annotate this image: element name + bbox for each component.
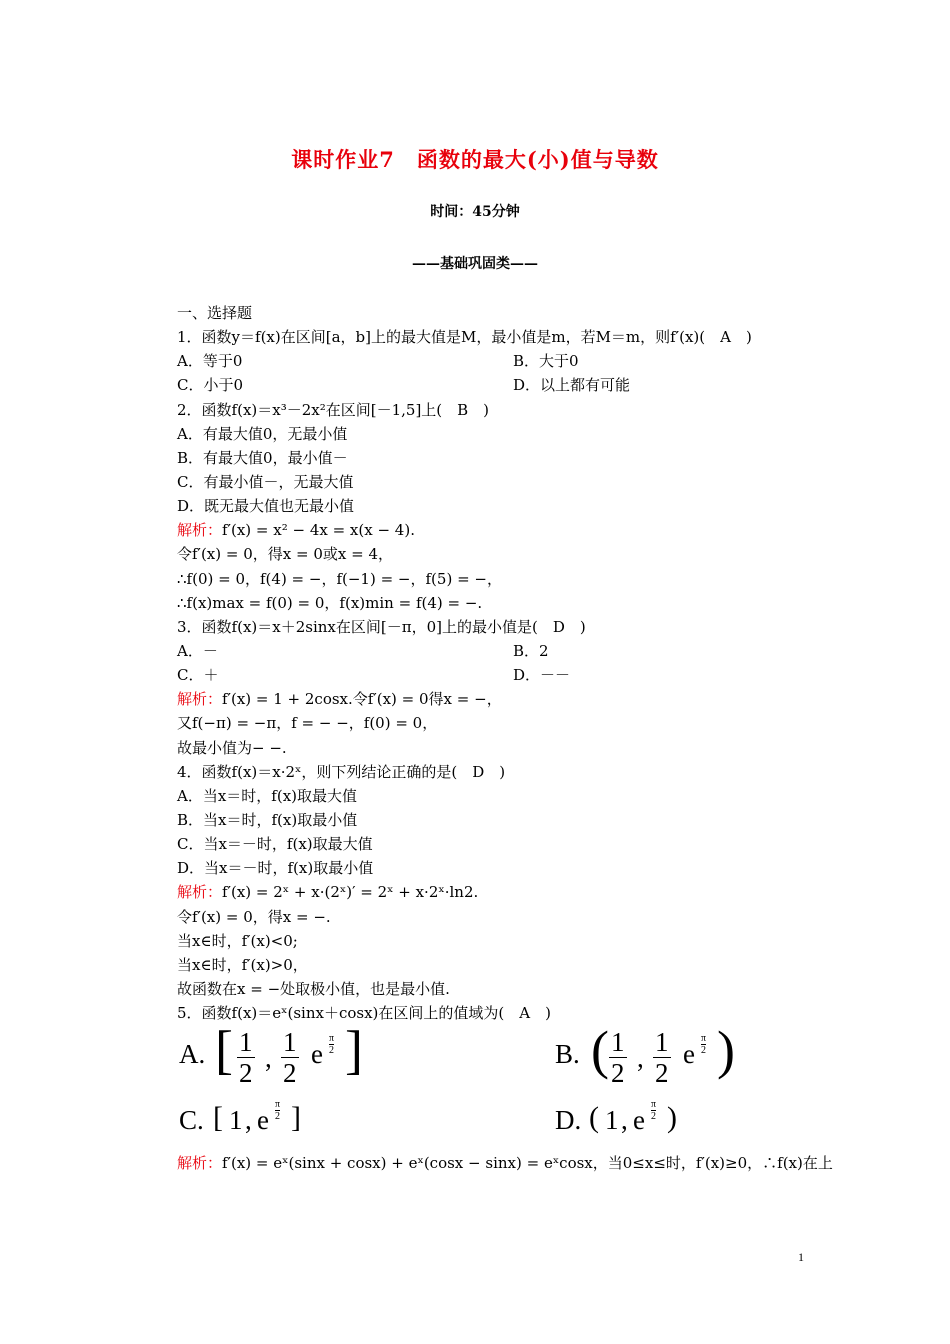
- q5-option-c-label: C.: [179, 1105, 204, 1136]
- q5-analysis-1: [177, 1151, 833, 1175]
- q2-option-c: C．有最小值－，无最大值: [177, 472, 354, 491]
- q4-option-b: B．当x＝时，f(x)取最小值: [177, 810, 358, 829]
- q5-options-row-2: C. [ 1 , e π 2 ] D. ( 1 , e π 2 ): [179, 1099, 677, 1136]
- question-2: 2．函数f(x)＝x³－2x²在区间[－1,5]上( B ): [177, 400, 490, 419]
- analysis-label: 解析：: [177, 690, 223, 709]
- q3-option-d: D．－－: [513, 666, 571, 685]
- q1-option-c: C．小于0: [177, 376, 244, 395]
- q5-b-exp: e: [683, 1039, 695, 1070]
- q5-analysis-text: f′(x) = eˣ(sinx + cosx) + eˣ(cosx − sinx) = eˣcosx，当0≤x≤时，f′(x)≥0，∴f(x)在上: [222, 1154, 833, 1173]
- q5-a-right-bracket: ]: [345, 1020, 363, 1081]
- q5-a-exp: e: [311, 1039, 323, 1070]
- q4-option-c: C．当x＝－时，f(x)取最大值: [177, 835, 373, 854]
- q4-analysis-3: 当x∈时，f′(x)<0;: [177, 931, 298, 950]
- q5-option-d-label: D.: [555, 1105, 582, 1136]
- q1-option-a: A．等于0: [177, 352, 243, 371]
- q3-options-row-1: [177, 639, 817, 663]
- q4-option-a: A．当x＝时，f(x)取最大值: [177, 786, 358, 805]
- q5-b-fraction-2: $\frac{1}{2}$: [655, 1027, 669, 1089]
- q5-b-fraction-1: $\frac{1}{2}$: [611, 1027, 625, 1089]
- q2-option-a: A．有最大值0，无最小值: [177, 424, 348, 443]
- q4-analysis-2: 令f′(x) = 0，得x = −.: [177, 907, 331, 926]
- question-3: 3．函数f(x)＝x＋2sinx在区间[－π，0]上的最小值是( D ): [177, 617, 586, 636]
- q3-option-b: B．2: [513, 641, 549, 660]
- q2-option-b: B．有最大值0，最小值－: [177, 448, 348, 467]
- page-number: 1: [798, 1250, 804, 1264]
- q4-option-d: D．当x＝－时，f(x)取最小值: [177, 859, 374, 878]
- q5-options-row-1: A. [ $\frac{1}{2}$ , $\frac{1}{2}$ e π 2 ] B. ( $\frac{1}{2}$ , $\frac{1}{2}$ e π 2 ): [179, 1020, 735, 1089]
- question-4: 4．函数f(x)＝x·2ˣ，则下列结论正确的是( D ): [177, 762, 506, 781]
- q2-analysis-2: 令f′(x) = 0，得x = 0或x = 4，: [177, 545, 393, 564]
- q3-analysis-3: 故最小值为− −.: [177, 738, 287, 757]
- q3-options-row-2: [177, 663, 817, 687]
- q5-a-left-bracket: [: [215, 1020, 233, 1081]
- q5-option-a-label: A.: [179, 1039, 206, 1070]
- section-heading: ——基础巩固类——: [412, 256, 538, 272]
- q1-options-row-1: [177, 349, 817, 373]
- document-body: [177, 301, 833, 1175]
- q4-analysis-4: 当x∈时，f′(x)>0，: [177, 955, 308, 974]
- q1-option-d: D．以上都有可能: [513, 376, 631, 395]
- q4-analysis-1: [177, 880, 817, 904]
- q5-b-right-paren: ): [717, 1020, 735, 1081]
- time-limit: 时间：45分钟: [430, 204, 520, 220]
- q2-analysis-3: ∴f(0) = 0，f(4) = −，f(−1) = −，f(5) = −，: [177, 569, 502, 588]
- q5-a-fraction-2: $\frac{1}{2}$: [283, 1027, 297, 1089]
- q3-analysis-text: f′(x) = 1 + 2cosx.令f′(x) = 0得x = −，: [222, 690, 502, 709]
- q4-analysis-text: f′(x) = 2ˣ + x·(2ˣ)′ = 2ˣ + x·2ˣ·ln2.: [222, 883, 479, 902]
- page-title: 课时作业7 函数的最大(小)值与导数: [291, 147, 659, 172]
- q5-b-left-paren: (: [591, 1020, 609, 1081]
- q3-option-c: C．＋: [177, 666, 219, 685]
- q2-analysis-1: [177, 518, 817, 542]
- q3-analysis-2: 又f(−π) = −π，f = − −，f(0) = 0，: [177, 714, 438, 733]
- q5-a-fraction-1: $\frac{1}{2}$: [239, 1027, 253, 1089]
- q2-analysis-text: f′(x) = x² − 4x = x(x − 4).: [222, 521, 415, 540]
- q5-option-b-label: B.: [555, 1039, 580, 1070]
- question-1: 1．函数y＝f(x)在区间[a，b]上的最大值是M，最小值是m，若M＝m，则f′(x)( A ): [177, 328, 752, 347]
- q3-option-a: A．－: [177, 641, 218, 660]
- analysis-label: 解析：: [177, 521, 223, 540]
- q1-options-row-2: [177, 373, 817, 397]
- q1-option-b: B．大于0: [513, 352, 579, 371]
- q3-analysis-1: [177, 687, 817, 711]
- q4-analysis-5: 故函数在x = −处取极小值，也是最小值.: [177, 979, 450, 998]
- question-5: 5．函数f(x)＝eˣ(sinx＋cosx)在区间上的值域为( A ): [177, 1004, 551, 1023]
- q2-option-d: D．既无最大值也无最小值: [177, 497, 355, 516]
- q2-analysis-4: ∴f(x)max = f(0) = 0，f(x)min = f(4) = −.: [177, 593, 483, 612]
- analysis-label: 解析：: [177, 883, 223, 902]
- analysis-label: 解析：: [177, 1154, 223, 1173]
- section-label: 一、选择题: [177, 304, 253, 322]
